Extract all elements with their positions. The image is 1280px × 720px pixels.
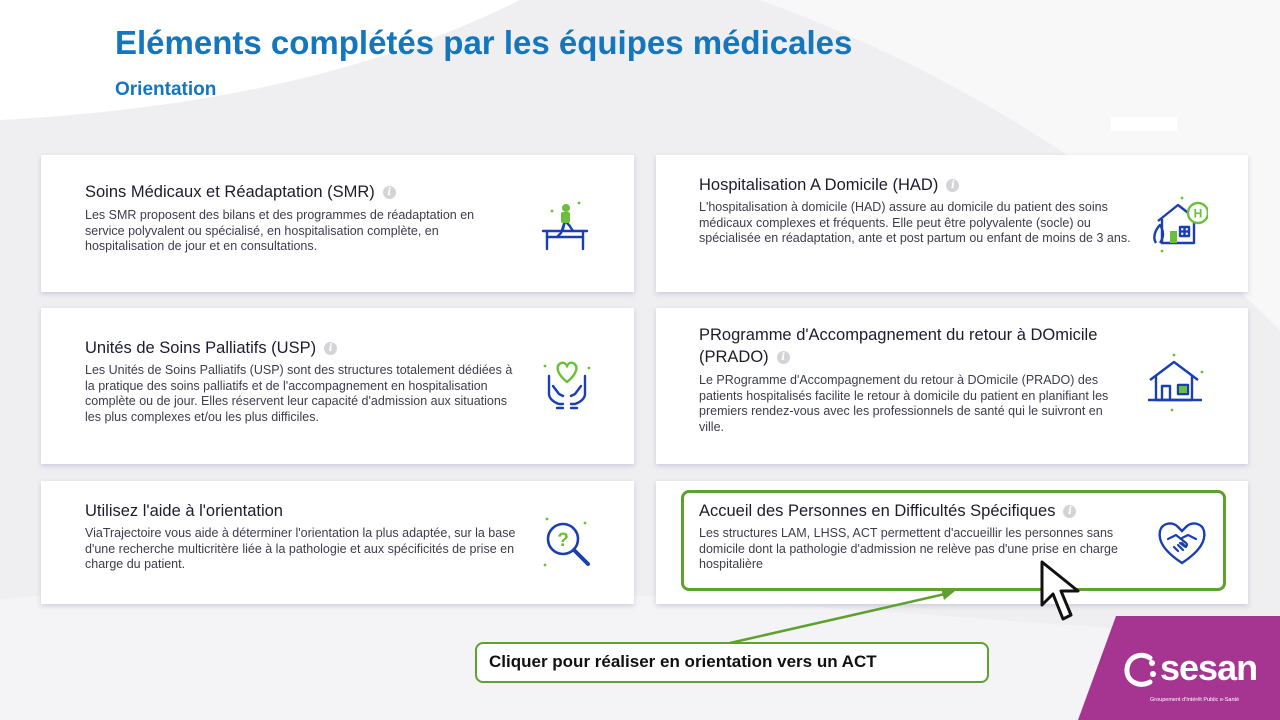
callout-box: [475, 642, 989, 683]
svg-text:H: H: [1193, 206, 1203, 221]
house-icon: [1144, 352, 1206, 414]
highlight-frame: [681, 490, 1226, 591]
card-title: Utilisez l'aide à l'orientation: [85, 502, 283, 520]
sesan-logo-text: sesan: [1160, 647, 1258, 688]
card-prado[interactable]: [656, 308, 1248, 464]
sesan-logo-tagline: Groupement d'Intérêt Public e-Santé: [1150, 697, 1240, 703]
sesan-logo-mark-icon: [1122, 652, 1160, 688]
card-title: Unités de Soins Palliatifs (USP) i: [85, 337, 505, 359]
info-icon[interactable]: i: [1063, 505, 1076, 518]
card-description: Le PRogramme d'Accompagnement du retour à DOmicile (PRADO) des patients hospitalisés facilite le retour à domicile du patient en planifiant les premiers rendez-vous avec les professionnels de santé qui le suivront en ville.: [699, 373, 1109, 434]
card-usp[interactable]: [41, 308, 634, 464]
callout-text: Cliquer pour réaliser en orientation vers un ACT: [489, 652, 877, 671]
card-description: Les structures LAM, LHSS, ACT permettent d'accueillir les personnes sans domicile dont la pathologie d'admission ne relève pas d'une prise en charge hospitalière: [699, 526, 1118, 571]
card-title: Soins Médicaux et Réadaptation (SMR) i: [85, 181, 505, 203]
info-icon[interactable]: i: [383, 186, 396, 199]
card-smr[interactable]: [41, 155, 634, 292]
hands-heart-icon: [539, 352, 595, 414]
card-description: ViaTrajectoire vous aide à déterminer l'orientation la plus adaptée, sur la base d'une recherche multicritère liée à la pathologie et aux spécificités de prise en charge du patient.: [85, 526, 516, 571]
card-aide-orientation[interactable]: [41, 481, 634, 604]
card-title: Hospitalisation A Domicile (HAD) i: [699, 174, 1139, 196]
card-title: Accueil des Personnes en Difficultés Spécifiques i: [699, 500, 1169, 522]
home-hospital-icon: [1152, 193, 1208, 253]
card-title: PRogramme d'Accompagnement du retour à DOmicile (PRADO) i: [699, 326, 1098, 366]
card-description: Les SMR proposent des bilans et des programmes de réadaptation en service polyvalent ou spécialisé, en hospitalisation complète, en hospitalisation de jour et en consultations.: [85, 208, 475, 253]
page-subtitle: Orientation: [115, 79, 217, 100]
svg-text:?: ?: [557, 530, 569, 551]
card-had[interactable]: [656, 155, 1248, 292]
info-icon[interactable]: i: [324, 342, 337, 355]
page-title: Eléments complétés par les équipes médicales: [115, 24, 853, 61]
info-icon[interactable]: i: [777, 351, 790, 364]
card-description: Les Unités de Soins Palliatifs (USP) sont des structures totalement dédiées à la pratique des soins palliatifs et de l'accompagnement en hospitalisation complète ou de jour. Elles réservent leur capacité d'admission aux situations les plus complexes et/ou les plus difficiles.: [85, 363, 513, 424]
rehabilitation-icon: [539, 195, 593, 253]
magnifier-question-icon: [539, 513, 595, 573]
card-description: L'hospitalisation à domicile (HAD) assure au domicile du patient des soins médicaux complexes et fréquents. Elle peut être polyvalente (socle) ou spécialisée en réadaptation, ante et post partum ou enfant de moins de 3 ans.: [699, 200, 1131, 245]
decorative-bar: [1111, 117, 1177, 131]
info-icon[interactable]: i: [946, 179, 959, 192]
